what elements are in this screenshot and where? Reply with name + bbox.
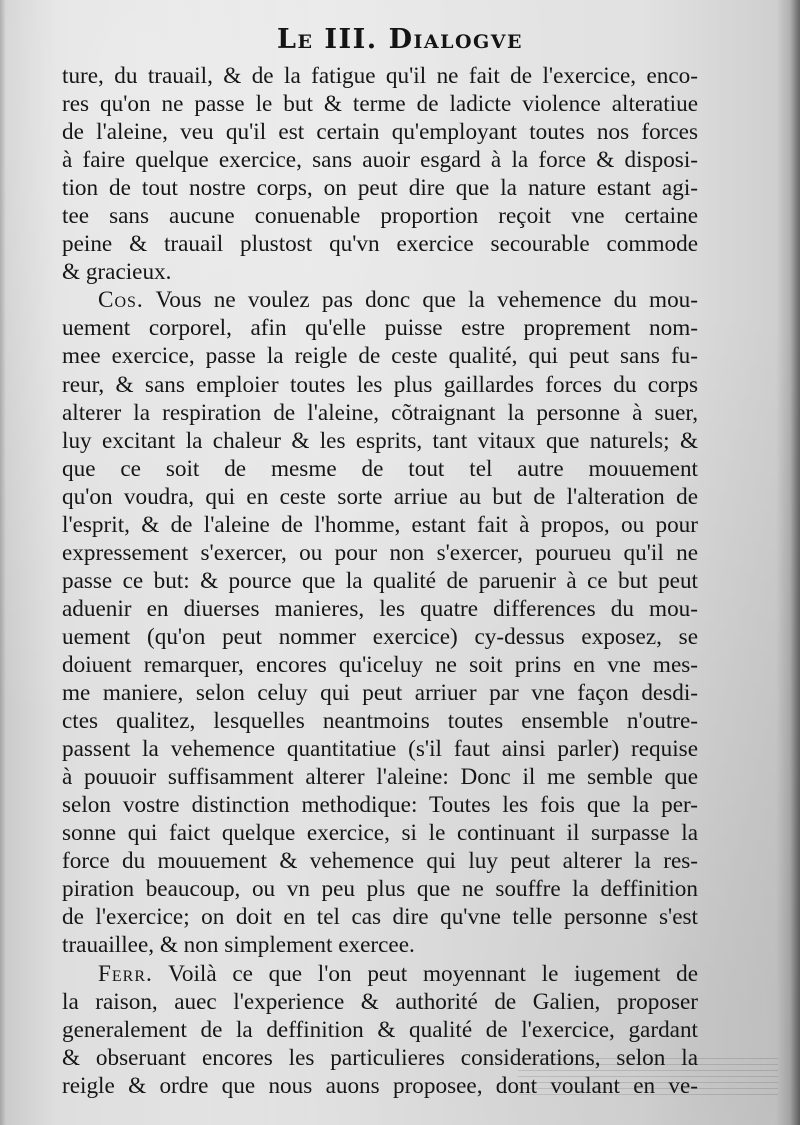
text-line: qu'on voudra, qui en ceste sorte arriue au but de l'alteration de	[62, 483, 698, 510]
text-line: & obseruant encores les particulieres considerations, selon la	[62, 1044, 698, 1071]
text-line-content: Voilà ce que l'on peut moyennant le iugement de	[168, 960, 698, 987]
text-line: sonne qui faict quelque exercice, si le continuant il surpasse la	[62, 820, 698, 847]
text-line: uement corporel, afin qu'elle puisse estre proprement nom-	[62, 315, 698, 342]
paragraph-2	[62, 286, 698, 959]
text-line: de l'aleine, veu qu'il est certain qu'employant toutes nos forces	[62, 119, 698, 146]
paragraph-1	[62, 62, 698, 286]
text-line: piration beaucoup, ou vn peu plus que ne souffre la deffinition	[62, 876, 698, 903]
text-line: tee sans aucune conuenable proportion reçoit vne certaine	[62, 203, 698, 230]
text-line: force du mouuement & vehemence qui luy peut alterer la res-	[62, 848, 698, 875]
text-line: aduenir en diuerses manieres, les quatre differences du mou-	[62, 595, 698, 622]
text-line: alterer la respiration de l'aleine, cõtraignant la personne à suer,	[62, 399, 698, 426]
text-line: à pouuoir suffisamment alterer l'aleine: Donc il me semble que	[62, 764, 698, 791]
text-line: peine & trauail plustost qu'vn exercice secourable commode	[62, 231, 698, 258]
text-line-content: Vous ne voulez pas donc que la vehemence du mou-	[155, 287, 698, 314]
text-line: luy excitant la chaleur & les esprits, tant vitaux que naturels; &	[62, 427, 698, 454]
text-line: reigle & ordre que nous auons proposee, dont voulant en ve-	[62, 1072, 698, 1099]
text-line: selon vostre distinction methodique: Toutes les fois que la per-	[62, 792, 698, 819]
speaker-name: Cos.	[98, 287, 144, 314]
text-line: & gracieux.	[62, 259, 172, 286]
text-line	[62, 286, 698, 314]
text-line	[62, 960, 698, 988]
text-line: doiuent remarquer, encores qu'iceluy ne soit prins en vne mes-	[62, 651, 698, 678]
text-line: res qu'on ne passe le but & terme de ladicte violence alteratiue	[62, 91, 698, 118]
text-line: de l'exercice; on doit en tel cas dire qu'vne telle personne s'est	[62, 904, 698, 931]
text-line: ctes qualitez, lesquelles neantmoins toutes ensemble n'outre-	[62, 708, 698, 735]
text-line: tion de tout nostre corps, on peut dire que la nature estant agi-	[62, 175, 698, 202]
text-line: la raison, auec l'experience & authorité de Galien, proposer	[62, 988, 698, 1015]
text-line: expressement s'exercer, ou pour non s'exercer, pourueu qu'il ne	[62, 539, 698, 566]
speaker-name: Ferr.	[98, 960, 153, 987]
text-line: passent la vehemence quantitatiue (s'il faut ainsi parler) requise	[62, 736, 698, 763]
body-text	[62, 62, 698, 1100]
text-line: l'esprit, & de l'aleine de l'homme, estant fait à propos, ou pour	[62, 511, 698, 538]
text-line: passe ce but: & pource que la qualité de paruenir à ce but peut	[62, 567, 698, 594]
text-line: à faire quelque exercice, sans auoir esgard à la force & disposi-	[62, 147, 698, 174]
text-line: generalement de la deffinition & qualité de l'exercice, gardant	[62, 1016, 698, 1043]
text-line: trauaillee, & non simplement exercee.	[62, 932, 415, 959]
text-line: mee exercice, passe la reigle de ceste qualité, qui peut sans fu-	[62, 343, 698, 370]
text-line: reur, & sans emploier toutes les plus gaillardes forces du corps	[62, 371, 698, 398]
text-line: que ce soit de mesme de tout tel autre mouuement	[62, 455, 698, 482]
text-line: me maniere, selon celuy qui peut arriuer par vne façon desdi-	[62, 680, 698, 707]
text-line: uement (qu'on peut nommer exercice) cy-dessus exposez, se	[62, 623, 698, 650]
running-head: Le III. Dialogve	[277, 24, 523, 55]
text-line: ture, du trauail, & de la fatigue qu'il ne fait de l'exercice, enco-	[62, 63, 698, 89]
show-through-texture	[518, 1055, 778, 1095]
